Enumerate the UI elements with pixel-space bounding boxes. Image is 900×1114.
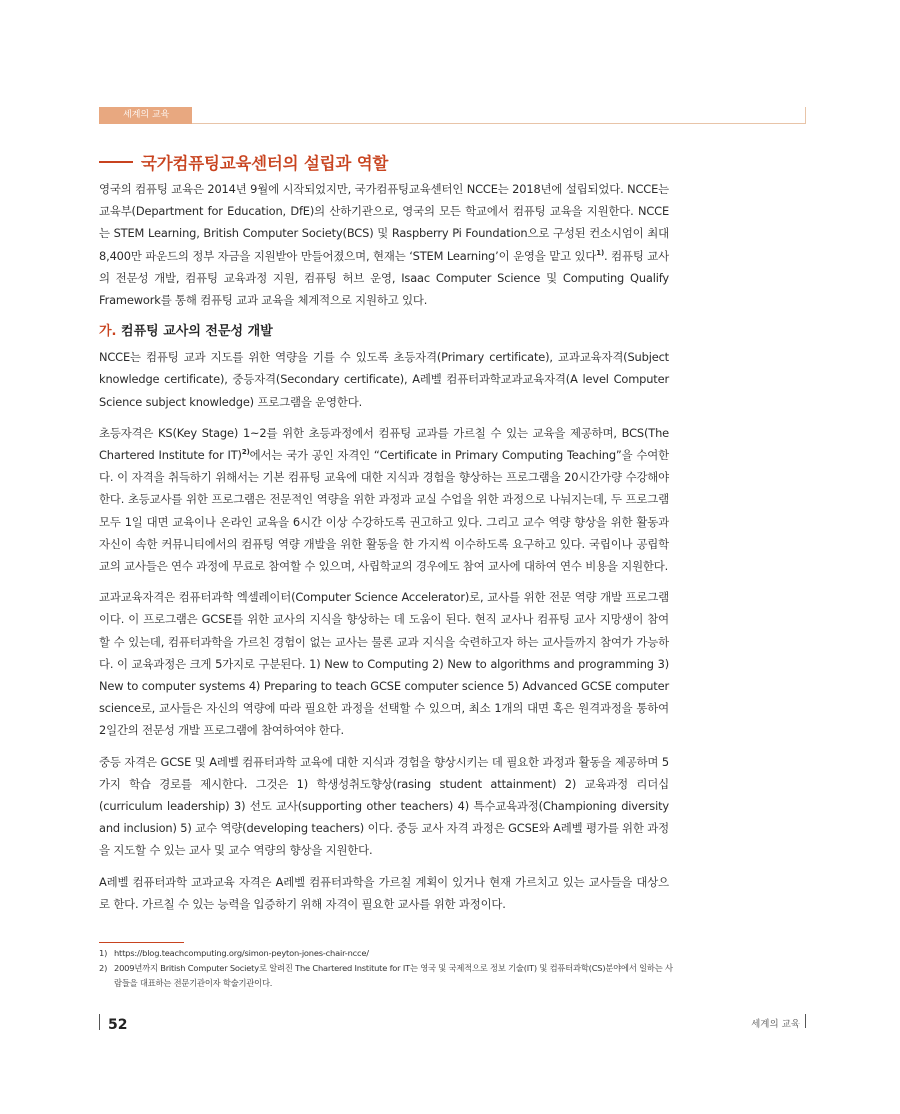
footnote-rule [99,942,184,943]
subsection-heading [99,320,669,339]
paragraph-a-level-certificate: A레벨 컴퓨터과학 교과교육 자격은 A레벨 컴퓨터과학을 가르칠 계획이 있거나 현재 가르치고 있는 교사들을 대상으로 한다. 가르칠 수 있는 능력을 입증하기 위해 자격이 필요한 교사를 위한 과정이다. [99,874,669,911]
subsection-title: 컴퓨팅 교사의 전문성 개발 [121,324,273,340]
paragraph-subject-certificate: 교과교육자격은 컴퓨터과학 엑셀레이터(Computer Science Accelerator)로, 교사를 위한 전문 역량 개발 프로그램이다. 이 프로그램은 GCSE를 위한 교사의 지식을 향상하는 데 도움이 된다. 현직 교사나 컴퓨팅 교사 지망생이 참여할 수 있는데, 컴퓨터과학을 가르친 경험이 없는 교사는 물론 교과 지식을 숙련하고자 하는 교사들까지 참여가 가능하다. 이 교육과정은 크게 5가지로 구분된다. 1) New to Computing 2) New to algorithms and programming 3) New to computer systems 4) Preparing to teach GCSE computer science 5) Advanced GCSE computer science로, 교사들은 자신의 역량에 따라 필요한 과정을 선택할 수 있으며, 최소 1개의 대면 혹은 원격과정을 통하여 2일간의 전문성 개발 프로그램에 참여하여야 한다. [99,590,669,738]
intro-text-b: . 컴퓨팅 교사의 전문성 개발, 컴퓨팅 교육과정 지원, 컴퓨팅 허브 운영, Isaac Computer Science 및 Computing Qualify Framework를 통해 컴퓨팅 교과 교육을 체계적으로 지원하고 있다. [99,248,669,308]
section-title [99,150,388,174]
intro-text-a: 영국의 컴퓨팅 교육은 2014년 9월에 시작되었지만, 국가컴퓨팅교육센터인 NCCE는 2018년에 설립되었다. NCCE는 교육부(Department for Education, DfE)의 산하기관으로, 영국의 모든 학교에서 컴퓨팅 교육을 지원한다. NCCE는 STEM Learning, British Computer Society(BCS) 및 Raspberry Pi Foundation으로 구성된 컨소시엄이 최대 8,400만 파운드의 정부 자금을 지원받아 만들어졌으며, 현재는 ‘STEM Learning’이 운영을 맡고 있다 [99,182,669,263]
footnote-text: 2009년까지 British Computer Society로 알려진 The Chartered Institute for IT는 영국 및 국제적으로 정보 기술(IT) 및 컴퓨터과학(CS)분야에서 일하는 사람들을 대표하는 전문기관이자 학술기관이다. [114,963,673,988]
footnote-number: 1) [99,948,108,958]
paragraph-primary-text-a: 초등자격은 KS(Key Stage) 1~2를 위한 초등과정에서 컴퓨팅 교과를 가르칠 수 있는 교육을 제공하며, BCS(The Chartered Institute for IT) [99,425,669,463]
subsection-mark: 가. [99,324,117,340]
article-body [99,178,669,924]
paragraph-primary-text-b: 에서는 국가 공인 자격인 “Certificate in Primary Computing Teaching”을 수여한다. 이 자격을 취득하기 위해서는 기본 컴퓨팅 교육에 대한 지식과 경험을 향상하는 프로그램을 20시간가량 수강해야 한다. 초등교사를 위한 프로그램은 전문적인 역량을 위한 과정과 교실 수업을 위한 과정으로 나눠지는데, 두 프로그램 모두 1일 대면 교육이나 온라인 교육을 6시간 이상 수강하도록 권고하고 있다. 그리고 교수 역량 향상을 위한 활동과 자신이 속한 커뮤니티에서의 컴퓨팅 역량 개발을 위한 활동을 한 가지씩 이수하도록 요구하고 있다. 국립이나 공립학교의 교사들은 연수 과정에 무료로 참여할 수 있으며, 사립학교의 경우에도 참여 교사에 대하여 연수 비용을 지원한다. [99,448,669,574]
footnote-number: 2) [99,963,108,973]
page-number-box [99,1014,128,1033]
footnote-item [99,961,679,991]
footnotes [99,946,679,991]
page-number: 52 [108,1017,128,1033]
footnote-link-text[interactable]: https://blog.teachcomputing.org/simon-peyton-jones-chair-ncce/ [114,948,369,958]
intro-paragraph [99,178,669,311]
footer-section-label: 세계의 교육 [751,1019,800,1030]
paragraph-secondary-certificate: 중등 자격은 GCSE 및 A레벨 컴퓨터과학 교육에 대한 지식과 경험을 향상시키는 데 필요한 과정과 활동을 제공하며 5가지 학습 경로를 제시한다. 그것은 1) 학생성취도향상(rasing student attainment) 2) 교육과정 리더십(curriculum leadership) 3) 선도 교사(supporting other teachers) 4) 특수교육과정(Championing diversity and inclusion) 5) 교수 역량(developing teachers) 이다. 중등 교사 자격 과정은 GCSE와 A레벨 평가를 위한 과정을 지도할 수 있는 교사 및 교수 역량의 향상을 지원한다. [99,754,669,858]
paragraph-certificates: NCCE는 컴퓨팅 교과 지도를 위한 역량을 기를 수 있도록 초등자격(Primary certificate), 교과교육자격(Subject knowledge certificate), 중등자격(Secondary certificate), A레벨 컴퓨터과학교과교육자격(A level Computer Science subject knowledge) 프로그램을 운영한다. [99,350,669,409]
footnote-ref-1[interactable]: 1) [596,248,605,257]
footnote-item [99,946,679,961]
footer-edge-tick [805,1014,806,1028]
header-section-tag: 세계의 교육 [99,107,192,124]
paragraph-primary-certificate [99,422,669,577]
header-edge-tick [805,107,806,124]
footnote-ref-2[interactable]: 2) [241,448,250,457]
header-rule [192,123,805,124]
section-title-text: 국가컴퓨팅교육센터의 설립과 역할 [141,154,389,173]
section-title-dash [99,161,133,163]
